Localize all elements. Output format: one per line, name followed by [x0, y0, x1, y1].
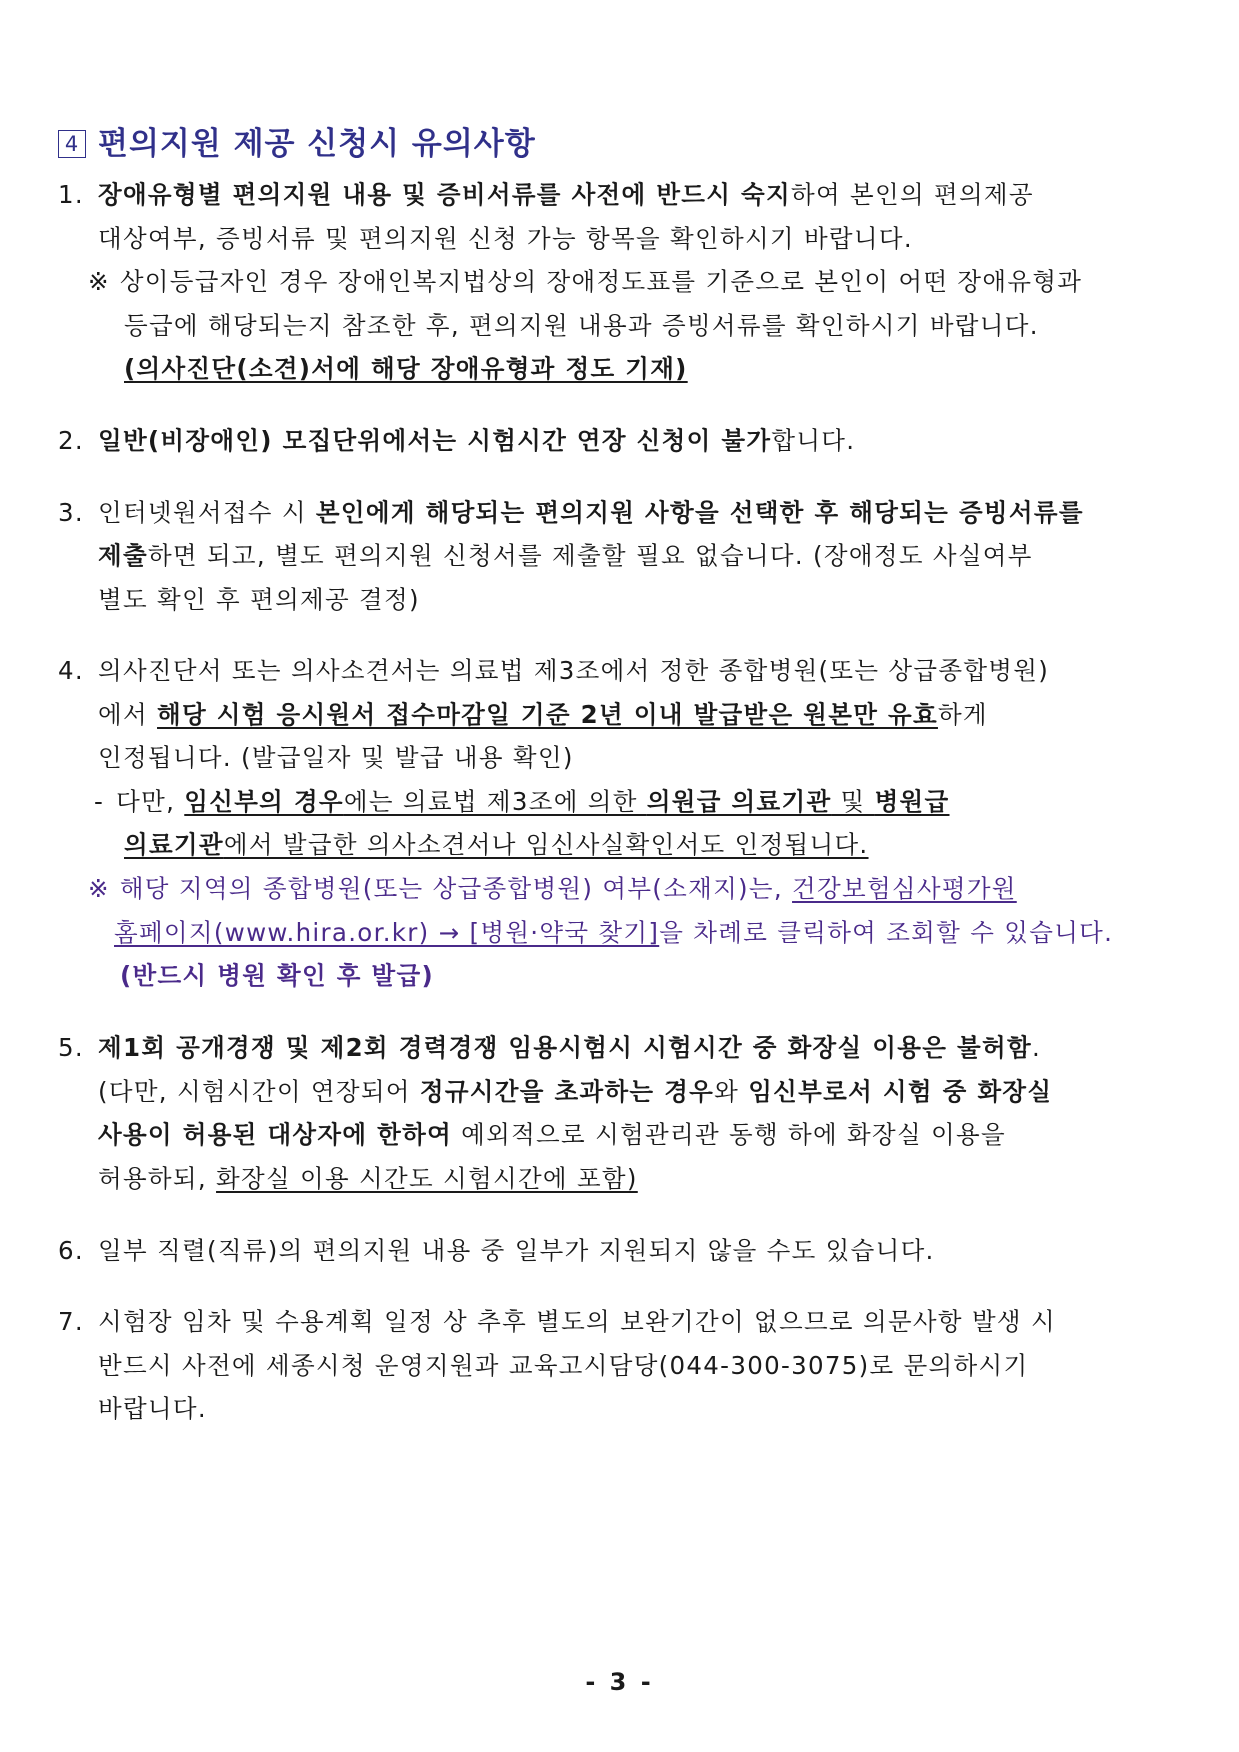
item-4-line-3: 인정됩니다. (발급일자 및 발급 내용 확인)	[98, 743, 574, 772]
hira-link[interactable]: 홈페이지(www.hira.or.kr) → [병원·약국 찾기]	[114, 918, 660, 947]
item-6: 6. 일부 직렬(직류)의 편의지원 내용 중 일부가 지원되지 않을 수도 있습니다.	[58, 1236, 935, 1265]
item-5-line-1: 5. 제1회 공개경쟁 및 제2회 경력경쟁 임용시험시 시험시간 중 화장실 이용은 불허함.	[58, 1033, 1042, 1062]
item-4-line-2: 에서 해당 시험 응시원서 접수마감일 기준 2년 이내 발급받은 원본만 유효하게	[98, 700, 988, 729]
item-4-note-line-1: ※ 해당 지역의 종합병원(또는 상급종합병원) 여부(소재지)는, 건강보험심사평가원	[88, 874, 1017, 903]
item-4-line-1: 4. 의사진단서 또는 의사소견서는 의료법 제3조에서 정한 종합병원(또는 상급종합병원)	[58, 656, 1050, 685]
item-3-line-3: 별도 확인 후 편의제공 결정)	[98, 585, 420, 614]
item-7-line-3: 바랍니다.	[98, 1394, 207, 1423]
item-1-note-line-1: ※ 상이등급자인 경우 장애인복지법상의 장애정도표를 기준으로 본인이 어떤 장애유형과	[88, 267, 1083, 296]
item-1-line-2: 대상여부, 증빙서류 및 편의지원 신청 가능 항목을 확인하시기 바랍니다.	[98, 224, 913, 253]
section-number-box: 4	[58, 130, 86, 158]
item-4-dash-line-1: - 다만, 임신부의 경우에는 의료법 제3조에 의한 의원급 의료기관 및 병원급	[94, 787, 950, 816]
item-1-note-line-3: (의사진단(소견)서에 해당 장애유형과 정도 기재)	[124, 354, 688, 383]
item-5-line-4: 허용하되, 화장실 이용 시간도 시험시간에 포함)	[98, 1164, 638, 1193]
item-5-line-2: (다만, 시험시간이 연장되어 정규시간을 초과하는 경우와 임신부로서 시험 중 화장실	[98, 1077, 1053, 1106]
page-number: - 3 -	[585, 1668, 654, 1696]
item-3-line-1: 3. 인터넷원서접수 시 본인에게 해당되는 편의지원 사항을 선택한 후 해당되는 증빙서류를	[58, 498, 1084, 527]
item-4-note-line-3: (반드시 병원 확인 후 발급)	[120, 961, 434, 990]
section-title-text: 편의지원 제공 신청시 유의사항	[98, 126, 536, 162]
item-7-line-1: 7. 시험장 임차 및 수용계획 일정 상 추후 별도의 보완기간이 없으므로 의문사항 발생 시	[58, 1307, 1056, 1336]
item-4-note-line-2: 홈페이지(www.hira.or.kr) → [병원·약국 찾기]을 차례로 클릭하여 조회할 수 있습니다.	[114, 918, 1114, 947]
section-title	[58, 118, 536, 163]
note-mark: ※	[88, 874, 110, 903]
item-1-note-line-2: 등급에 해당되는지 참조한 후, 편의지원 내용과 증빙서류를 확인하시기 바랍니다.	[124, 311, 1039, 340]
item-3-line-2: 제출하면 되고, 별도 편의지원 신청서를 제출할 필요 없습니다. (장애정도 사실여부	[98, 541, 1033, 570]
item-1-line-1: 1. 장애유형별 편의지원 내용 및 증비서류를 사전에 반드시 숙지하여 본인의 편의제공	[58, 180, 1034, 209]
item-5-line-3: 사용이 허용된 대상자에 한하여 예외적으로 시험관리관 동행 하에 화장실 이용을	[98, 1120, 1006, 1149]
item-4-dash-line-2: 의료기관에서 발급한 의사소견서나 임신사실확인서도 인정됩니다.	[124, 830, 869, 859]
item-2: 2. 일반(비장애인) 모집단위에서는 시험시간 연장 신청이 불가합니다.	[58, 426, 856, 455]
note-mark: ※	[88, 267, 110, 296]
item-7-line-2: 반드시 사전에 세종시청 운영지원과 교육고시담당(044-300-3075)로 문의하시기	[98, 1351, 1029, 1380]
